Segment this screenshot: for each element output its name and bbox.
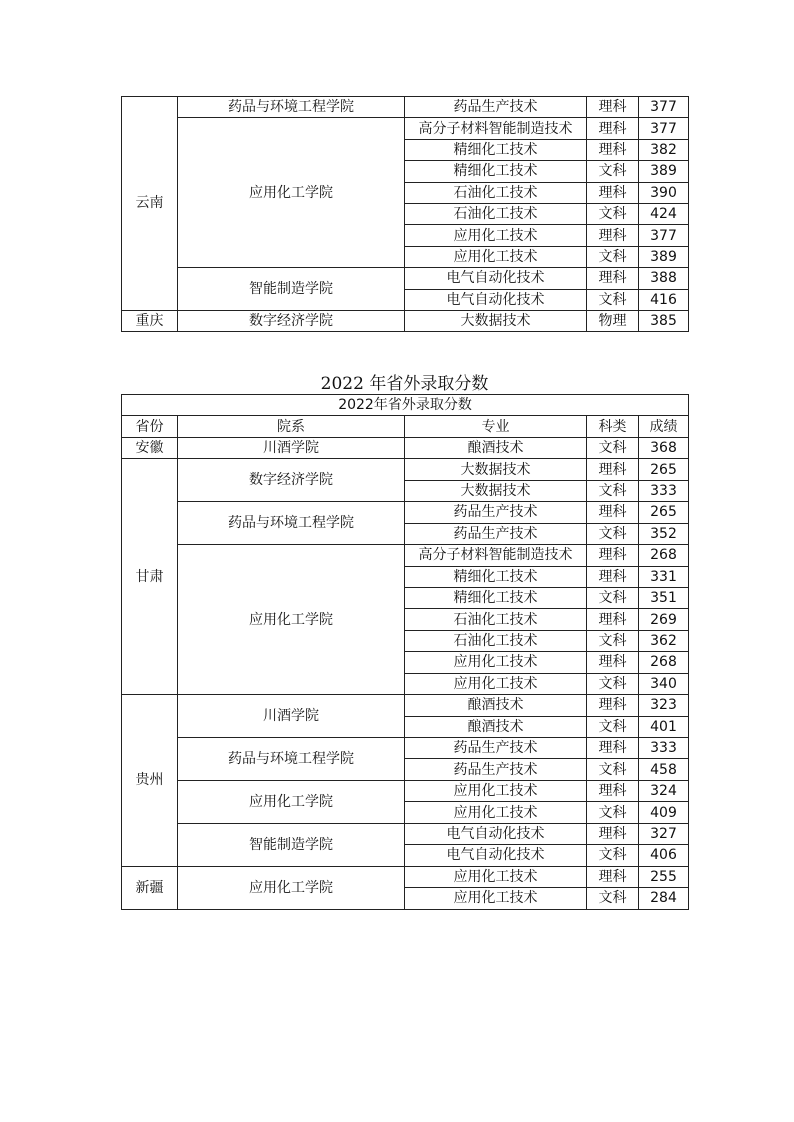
- major-cell: 药品生产技术: [405, 759, 587, 780]
- major-cell: 电气自动化技术: [405, 823, 587, 844]
- department-cell: 药品与环境工程学院: [178, 502, 405, 545]
- table-row: [122, 502, 689, 523]
- department-cell: 智能制造学院: [178, 268, 405, 311]
- major-cell: 酿酒技术: [405, 716, 587, 737]
- admission-table-continued: [121, 96, 689, 332]
- score-cell: 255: [639, 866, 689, 887]
- major-cell: 应用化工技术: [405, 802, 587, 823]
- score-cell: 389: [639, 161, 689, 182]
- header-score: 成绩: [639, 416, 689, 437]
- department-cell: 应用化工学院: [178, 866, 405, 909]
- category-cell: 理科: [587, 823, 639, 844]
- score-cell: 389: [639, 246, 689, 267]
- major-cell: 精细化工技术: [405, 139, 587, 160]
- department-cell: 应用化工学院: [178, 118, 405, 268]
- category-cell: 文科: [587, 630, 639, 651]
- major-cell: 应用化工技术: [405, 780, 587, 801]
- major-cell: 大数据技术: [405, 480, 587, 501]
- score-cell: 390: [639, 182, 689, 203]
- category-cell: 文科: [587, 523, 639, 544]
- header-category: 科类: [587, 416, 639, 437]
- score-cell: 368: [639, 437, 689, 458]
- score-cell: 324: [639, 780, 689, 801]
- category-cell: 文科: [587, 437, 639, 458]
- department-cell: 川酒学院: [178, 437, 405, 458]
- major-cell: 电气自动化技术: [405, 268, 587, 289]
- category-cell: 文科: [587, 161, 639, 182]
- score-cell: 406: [639, 845, 689, 866]
- category-cell: 理科: [587, 609, 639, 630]
- score-cell: 388: [639, 268, 689, 289]
- major-cell: 应用化工技术: [405, 246, 587, 267]
- major-cell: 应用化工技术: [405, 866, 587, 887]
- table-caption-row: [122, 395, 689, 416]
- major-cell: 大数据技术: [405, 310, 587, 331]
- admission-table-2022: [121, 394, 689, 910]
- major-cell: 精细化工技术: [405, 587, 587, 608]
- major-cell: 石油化工技术: [405, 203, 587, 224]
- score-cell: 269: [639, 609, 689, 630]
- header-major: 专业: [405, 416, 587, 437]
- department-cell: 数字经济学院: [178, 310, 405, 331]
- department-cell: 应用化工学院: [178, 780, 405, 823]
- category-cell: 文科: [587, 888, 639, 909]
- category-cell: 理科: [587, 139, 639, 160]
- category-cell: 理科: [587, 566, 639, 587]
- major-cell: 大数据技术: [405, 459, 587, 480]
- table-row: [122, 780, 689, 801]
- score-cell: 327: [639, 823, 689, 844]
- score-cell: 352: [639, 523, 689, 544]
- major-cell: 精细化工技术: [405, 566, 587, 587]
- table-row: [122, 97, 689, 118]
- table-row: [122, 310, 689, 331]
- score-cell: 284: [639, 888, 689, 909]
- score-cell: 265: [639, 502, 689, 523]
- category-cell: 文科: [587, 802, 639, 823]
- category-cell: 文科: [587, 673, 639, 694]
- score-cell: 377: [639, 97, 689, 118]
- category-cell: 文科: [587, 716, 639, 737]
- major-cell: 应用化工技术: [405, 225, 587, 246]
- score-cell: 331: [639, 566, 689, 587]
- major-cell: 高分子材料智能制造技术: [405, 118, 587, 139]
- table-row: [122, 118, 689, 139]
- major-cell: 药品生产技术: [405, 738, 587, 759]
- score-cell: 333: [639, 480, 689, 501]
- score-cell: 385: [639, 310, 689, 331]
- department-cell: 智能制造学院: [178, 823, 405, 866]
- category-cell: 理科: [587, 738, 639, 759]
- major-cell: 药品生产技术: [405, 523, 587, 544]
- table-row: [122, 695, 689, 716]
- header-province: 省份: [122, 416, 178, 437]
- score-cell: 409: [639, 802, 689, 823]
- major-cell: 应用化工技术: [405, 673, 587, 694]
- category-cell: 理科: [587, 652, 639, 673]
- major-cell: 酿酒技术: [405, 437, 587, 458]
- score-cell: 333: [639, 738, 689, 759]
- score-cell: 265: [639, 459, 689, 480]
- category-cell: 理科: [587, 780, 639, 801]
- table-header-row: [122, 416, 689, 437]
- score-cell: 268: [639, 545, 689, 566]
- category-cell: 理科: [587, 118, 639, 139]
- category-cell: 文科: [587, 480, 639, 501]
- table-row: [122, 866, 689, 887]
- department-cell: 应用化工学院: [178, 545, 405, 695]
- score-cell: 458: [639, 759, 689, 780]
- table-row: [122, 738, 689, 759]
- category-cell: 理科: [587, 502, 639, 523]
- section-title: 2022 年省外录取分数: [320, 374, 489, 394]
- category-cell: 文科: [587, 845, 639, 866]
- table-row: [122, 459, 689, 480]
- province-cell: 新疆: [122, 866, 178, 909]
- department-cell: 数字经济学院: [178, 459, 405, 502]
- category-cell: 理科: [587, 695, 639, 716]
- province-cell: 贵州: [122, 695, 178, 867]
- score-cell: 401: [639, 716, 689, 737]
- province-cell: 安徽: [122, 437, 178, 458]
- table-row: [122, 823, 689, 844]
- header-department: 院系: [178, 416, 405, 437]
- category-cell: 理科: [587, 866, 639, 887]
- province-cell: 云南: [122, 97, 178, 311]
- category-cell: 物理: [587, 310, 639, 331]
- score-cell: 377: [639, 118, 689, 139]
- category-cell: 理科: [587, 182, 639, 203]
- province-cell: 甘肃: [122, 459, 178, 695]
- major-cell: 酿酒技术: [405, 695, 587, 716]
- major-cell: 药品生产技术: [405, 97, 587, 118]
- category-cell: 文科: [587, 289, 639, 310]
- major-cell: 应用化工技术: [405, 888, 587, 909]
- score-cell: 424: [639, 203, 689, 224]
- department-cell: 药品与环境工程学院: [178, 97, 405, 118]
- province-cell: 重庆: [122, 310, 178, 331]
- category-cell: 理科: [587, 97, 639, 118]
- table-row: [122, 268, 689, 289]
- major-cell: 高分子材料智能制造技术: [405, 545, 587, 566]
- score-cell: 323: [639, 695, 689, 716]
- score-cell: 416: [639, 289, 689, 310]
- category-cell: 理科: [587, 225, 639, 246]
- major-cell: 电气自动化技术: [405, 845, 587, 866]
- table-row: [122, 545, 689, 566]
- major-cell: 药品生产技术: [405, 502, 587, 523]
- department-cell: 药品与环境工程学院: [178, 738, 405, 781]
- category-cell: 文科: [587, 203, 639, 224]
- major-cell: 石油化工技术: [405, 609, 587, 630]
- major-cell: 石油化工技术: [405, 630, 587, 651]
- major-cell: 石油化工技术: [405, 182, 587, 203]
- score-cell: 340: [639, 673, 689, 694]
- category-cell: 理科: [587, 268, 639, 289]
- score-cell: 377: [639, 225, 689, 246]
- category-cell: 文科: [587, 587, 639, 608]
- table-row: [122, 437, 689, 458]
- major-cell: 电气自动化技术: [405, 289, 587, 310]
- major-cell: 精细化工技术: [405, 161, 587, 182]
- score-cell: 382: [639, 139, 689, 160]
- score-cell: 362: [639, 630, 689, 651]
- score-cell: 268: [639, 652, 689, 673]
- category-cell: 理科: [587, 459, 639, 480]
- category-cell: 理科: [587, 545, 639, 566]
- department-cell: 川酒学院: [178, 695, 405, 738]
- category-cell: 文科: [587, 759, 639, 780]
- category-cell: 文科: [587, 246, 639, 267]
- major-cell: 应用化工技术: [405, 652, 587, 673]
- table-caption: 2022年省外录取分数: [122, 395, 689, 416]
- score-cell: 351: [639, 587, 689, 608]
